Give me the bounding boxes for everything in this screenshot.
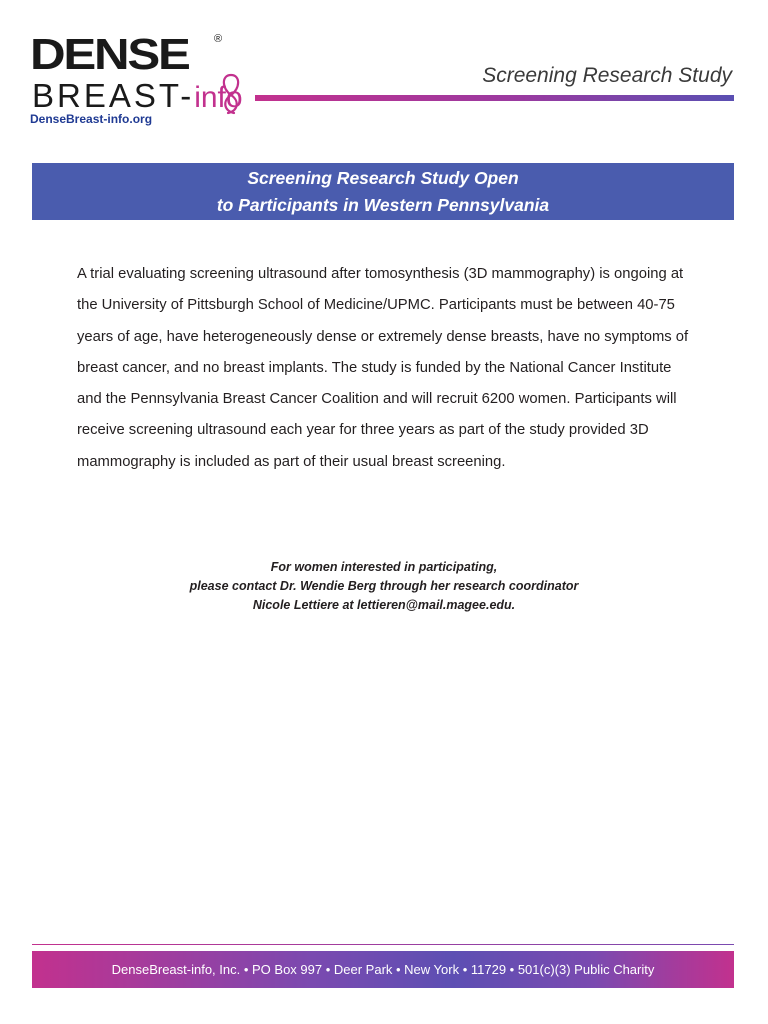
logo-breast-info-wordmark — [32, 77, 243, 117]
site-url[interactable]: DenseBreast-info.org — [30, 112, 153, 126]
footer-rule — [32, 944, 734, 945]
footer-address: DenseBreast-info, Inc. • PO Box 997 • Deer Park • New York • 11729 • 501(c)(3) Public Charity — [111, 962, 655, 977]
banner-line-2: to Participants in Western Pennsylvania — [216, 194, 550, 215]
logo-breast-text: BREAST- — [32, 77, 195, 114]
contact-line-1: For women interested in participating, — [270, 560, 498, 574]
study-description: A trial evaluating screening ultrasound after tomosynthesis (3D mammography) is ongoing at the University of Pittsburgh School of Medicine/UPMC. Participants must be between 40-75 years of age, have heterogeneously dense or extremely dense breasts, have no symptoms of breast cancer, and no breast implants. The study is funded by the National Cancer Institute and the Pennsylvania Breast Cancer Coalition and will recruit 6200 women. Participants will receive screening ultrasound each year for three years as part of the study provided 3D mammography is included as part of their usual breast screening. — [77, 266, 689, 470]
title-banner — [32, 163, 734, 220]
banner-line-1: Screening Research Study Open — [247, 167, 519, 188]
registered-mark: ® — [214, 33, 223, 45]
contact-line-2: please contact Dr. Wendie Berg through her research coordinator — [189, 579, 579, 593]
footer-bar — [32, 951, 734, 988]
contact-line-3: Nicole Lettiere at lettieren@mail.magee.edu. — [252, 598, 516, 612]
logo-dense-wordmark: DENSE — [30, 30, 189, 79]
pink-ribbon-icon — [216, 71, 246, 115]
contact-info — [0, 558, 768, 615]
logo — [30, 30, 260, 128]
logo-info-text: info — [194, 81, 243, 114]
header-rule — [255, 95, 734, 101]
page-title: Screening Research Study — [482, 64, 732, 87]
